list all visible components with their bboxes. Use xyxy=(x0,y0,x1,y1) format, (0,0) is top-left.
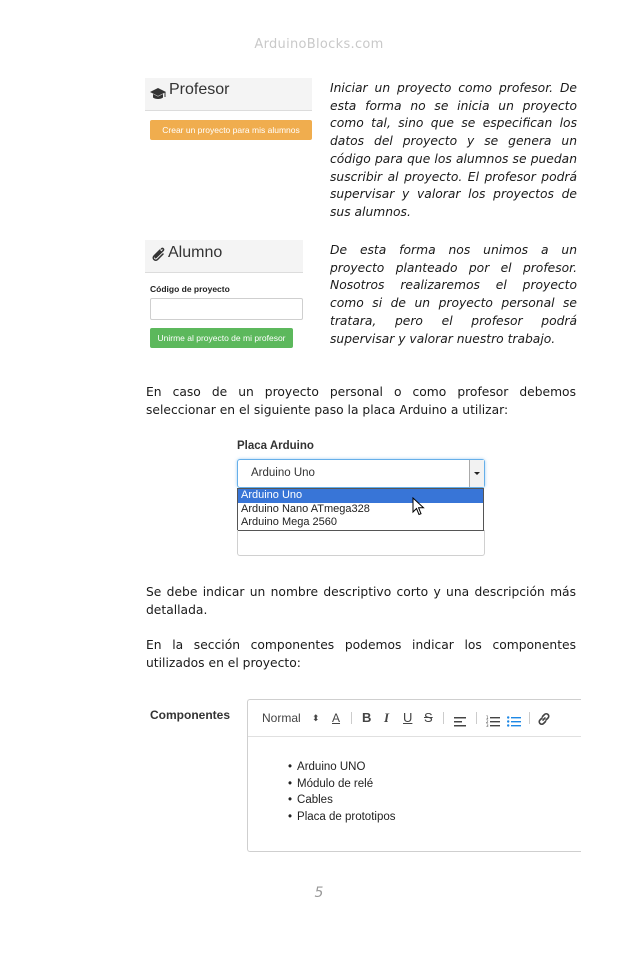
toolbar-separator xyxy=(476,712,477,724)
components-list[interactable] xyxy=(288,759,395,825)
list-item: • Cables xyxy=(288,792,395,809)
board-select[interactable] xyxy=(237,459,485,488)
toolbar-separator xyxy=(529,712,530,724)
format-select[interactable]: Normal xyxy=(262,711,301,725)
components-editor xyxy=(247,699,581,852)
toolbar-separator xyxy=(443,712,444,724)
svg-text:1: 1 xyxy=(486,715,489,720)
list-item: • Arduino UNO xyxy=(288,759,395,776)
underline-icon[interactable]: U xyxy=(403,710,413,725)
alumno-description: De esta forma nos unimos a un proyecto planteado por el profesor. Nosotros realizaremos el proyecto como si de un proyecto personal se tratara, pero el profesor podrá supervisar y valorar nuestro trabajo. xyxy=(330,243,577,346)
components-label: Componentes xyxy=(150,708,231,722)
align-icon[interactable] xyxy=(454,712,467,731)
italic-icon[interactable]: I xyxy=(384,710,390,725)
paragraph-board-selection: En caso de un proyecto personal o como profesor debemos seleccionar en el siguiente paso la placa Arduino a utilizar: xyxy=(146,385,576,417)
board-select-label: Placa Arduino xyxy=(237,440,314,452)
profesor-description: Iniciar un proyecto como profesor. De esta forma no se inicia un proyecto como tal, sino que se especifican los datos del proyecto y se genera un código para que los alumnos se puedan suscribir al proyecto. El profesor podrá supervisar y valorar los proyectos de sus alumnos. xyxy=(330,81,577,219)
board-option[interactable]: Arduino Uno xyxy=(238,489,483,503)
select-underlay xyxy=(237,530,485,556)
alumno-title: Alumno xyxy=(168,244,223,261)
link-icon[interactable] xyxy=(537,711,551,730)
font-color-icon[interactable]: A xyxy=(332,711,341,725)
create-teacher-project-button[interactable]: Crear un proyecto para mis alumnos xyxy=(150,120,312,140)
board-dropdown-list xyxy=(237,488,484,531)
select-arrow-icon[interactable] xyxy=(469,460,484,487)
site-header: ArduinoBlocks.com xyxy=(254,37,384,52)
project-code-input[interactable] xyxy=(150,298,303,320)
profesor-title: Profesor xyxy=(169,81,230,98)
ordered-list-icon[interactable] xyxy=(486,712,500,731)
paragraph-name-description: Se debe indicar un nombre descriptivo corto y una descripción más detallada. xyxy=(146,585,576,617)
svg-text:3: 3 xyxy=(486,723,489,727)
project-code-label: Código de proyecto xyxy=(150,284,230,294)
editor-toolbar xyxy=(248,700,581,737)
bullet-list-icon[interactable] xyxy=(507,712,521,731)
board-option[interactable]: Arduino Nano ATmega328 xyxy=(241,502,370,515)
list-item: • Placa de prototipos xyxy=(288,809,395,826)
board-option[interactable]: Arduino Mega 2560 xyxy=(241,516,338,528)
paperclip-icon xyxy=(149,247,165,267)
toolbar-separator xyxy=(351,712,352,724)
join-teacher-project-button[interactable]: Unirme al proyecto de mi profesor xyxy=(150,328,293,348)
board-select-value: Arduino Uno xyxy=(251,467,315,479)
profesor-panel-header xyxy=(145,78,312,111)
bold-icon[interactable]: B xyxy=(362,710,372,725)
format-select-arrows-icon[interactable]: ⬍ xyxy=(312,713,320,723)
graduation-cap-icon xyxy=(149,86,167,105)
svg-text:2: 2 xyxy=(486,719,489,724)
mouse-cursor-icon xyxy=(412,497,426,521)
alumno-panel-header xyxy=(145,240,303,273)
page-number: 5 xyxy=(314,885,324,901)
list-item: • Módulo de relé xyxy=(288,776,395,793)
paragraph-components: En la sección componentes podemos indicar los componentes utilizados en el proyecto: xyxy=(146,638,576,670)
strikethrough-icon[interactable]: S xyxy=(424,710,433,725)
